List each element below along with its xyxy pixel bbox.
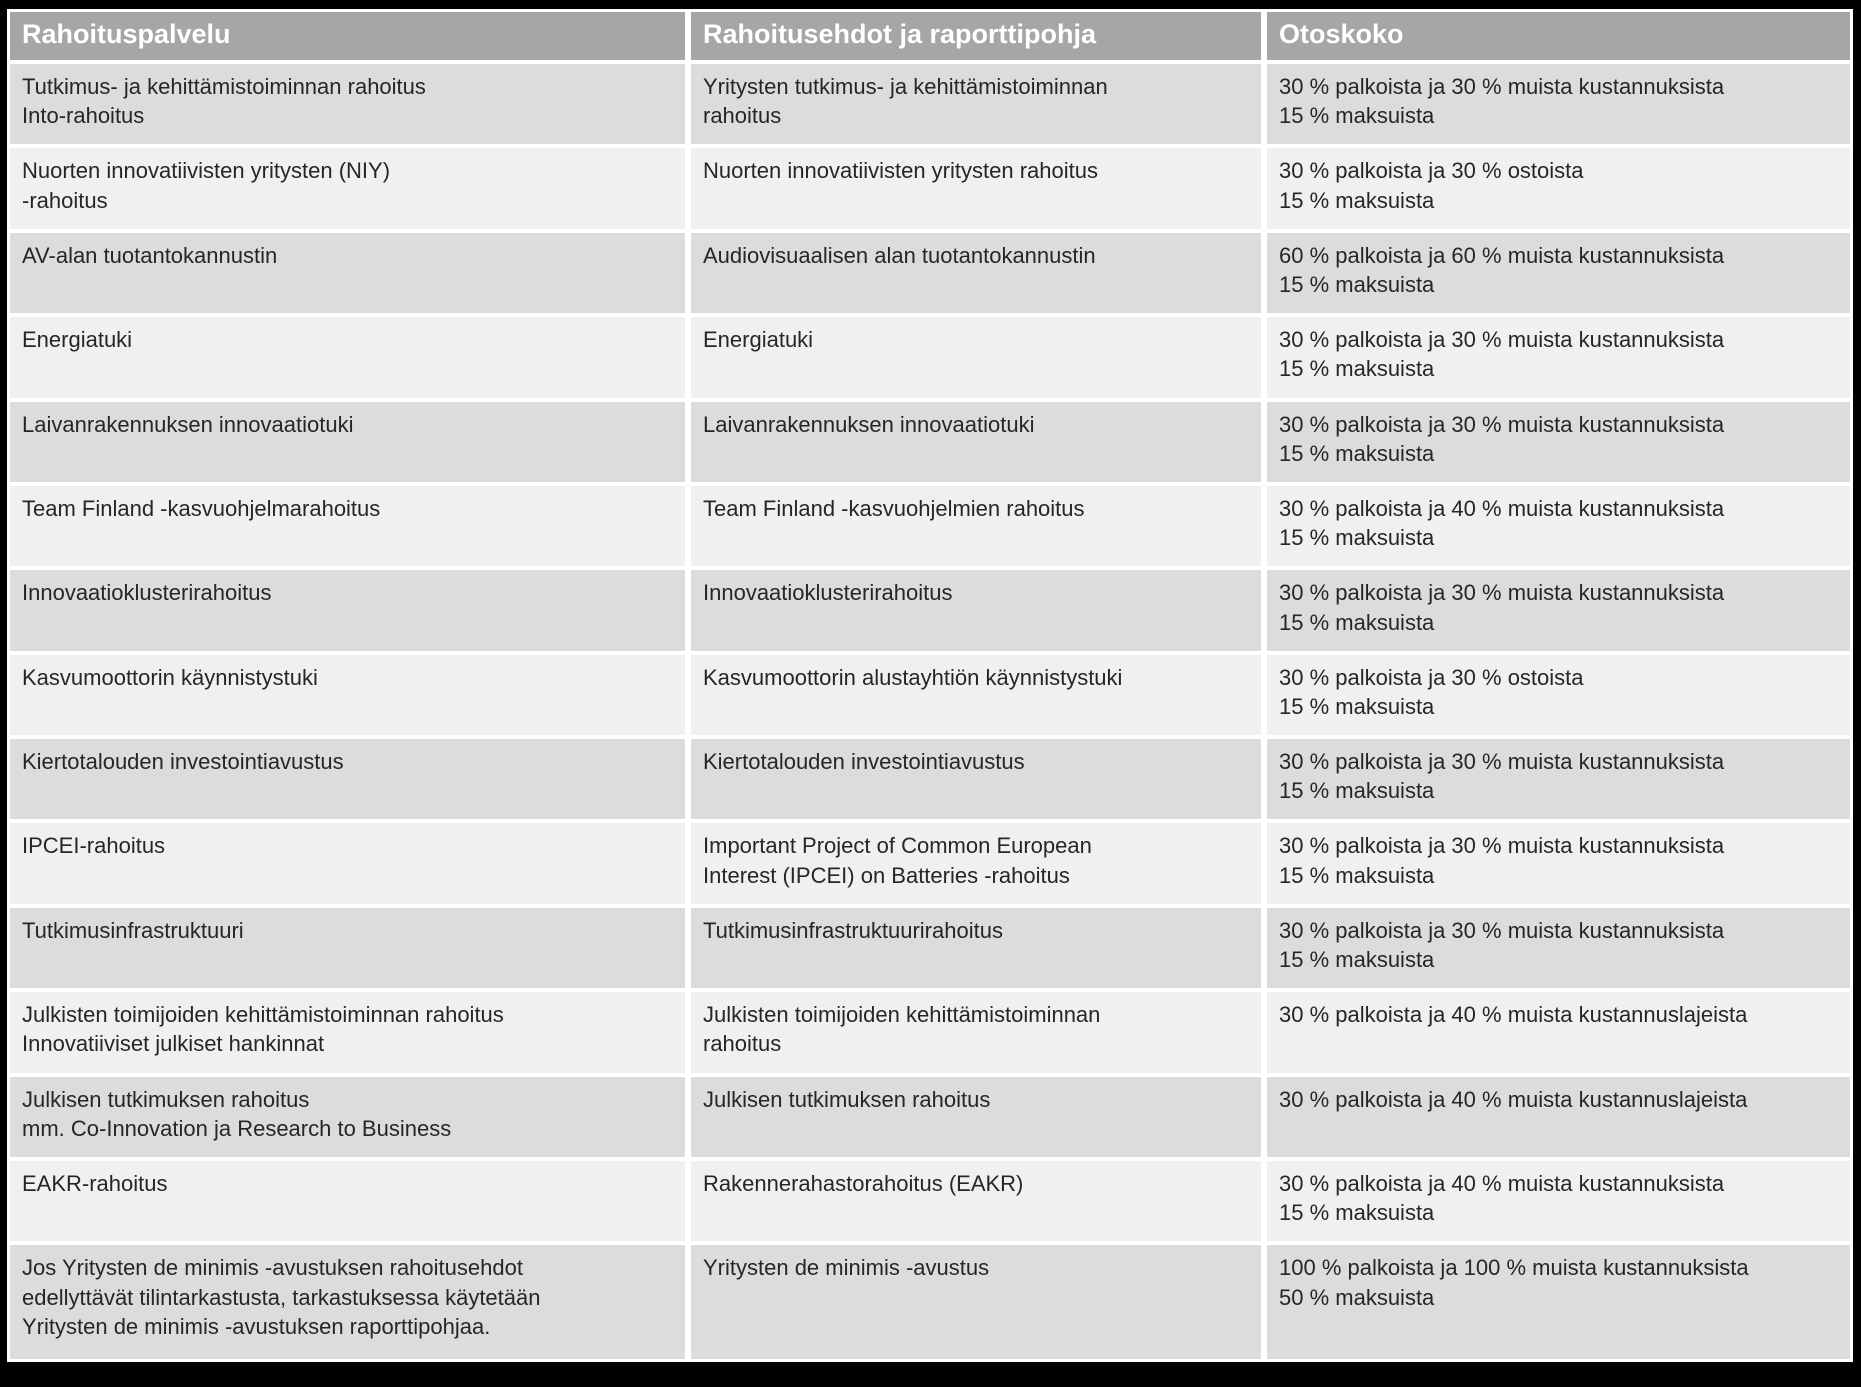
- cell-line: Julkisten toimijoiden kehittämistoiminnan: [703, 1002, 1101, 1028]
- cell-line: IPCEI-rahoitus: [22, 833, 166, 859]
- cell-line: EAKR-rahoitus: [22, 1170, 168, 1196]
- table-row: [10, 908, 1850, 988]
- cell-line: Tutkimusinfrastruktuuri: [22, 917, 244, 943]
- table-row: [10, 317, 1850, 397]
- sample-size-cell: [1267, 823, 1850, 903]
- sample-size-cell: [1267, 317, 1850, 397]
- cell-line: 30 % palkoista ja 30 % muista kustannuksista: [1279, 749, 1725, 774]
- cell-line: Yritysten de minimis -avustus: [703, 1255, 990, 1281]
- cell-line: Innovaatioklusterirahoitus: [703, 580, 953, 606]
- service-cell: [10, 402, 685, 482]
- cell-line: Kiertotalouden investointiavustus: [22, 749, 344, 774]
- terms-cell: [691, 148, 1261, 228]
- cell-line: 30 % palkoista ja 30 % ostoista: [1279, 664, 1584, 690]
- terms-cell: [691, 1161, 1261, 1241]
- service-cell: [10, 486, 685, 566]
- cell-line: 15 % maksuista: [1279, 272, 1435, 297]
- terms-cell: [691, 908, 1261, 988]
- table-row: [10, 486, 1850, 566]
- service-cell: [10, 64, 685, 144]
- table-row: [10, 1245, 1850, 1359]
- terms-cell: [691, 655, 1261, 735]
- table-row: [10, 402, 1850, 482]
- cell-line: Team Finland -kasvuohjelmien rahoitus: [703, 495, 1085, 521]
- cell-line: Laivanrakennuksen innovaatiotuki: [703, 411, 1035, 437]
- cell-line: 30 % palkoista ja 30 % muista kustannuksista: [1279, 327, 1725, 353]
- cell-line: 15 % maksuista: [1279, 440, 1435, 466]
- terms-cell: [691, 402, 1261, 482]
- service-cell: [10, 148, 685, 228]
- cell-line: Julkisen tutkimuksen rahoitus: [22, 1086, 310, 1112]
- cell-line: 30 % palkoista ja 30 % muista kustannuksista: [1279, 411, 1725, 437]
- cell-line: 60 % palkoista ja 60 % muista kustannuksista: [1279, 242, 1725, 268]
- cell-line: 15 % maksuista: [1279, 693, 1435, 719]
- cell-line: 30 % palkoista ja 30 % ostoista: [1279, 158, 1584, 184]
- service-cell: [10, 317, 685, 397]
- cell-line: Yritysten de minimis -avustuksen raporttipohjaa.: [22, 1313, 491, 1339]
- terms-cell: [691, 1077, 1261, 1157]
- cell-line: 15 % maksuista: [1279, 947, 1435, 972]
- sample-size-cell: [1267, 486, 1850, 566]
- header-cell-rahoitusehdot: [691, 12, 1261, 60]
- cell-line: Julkisen tutkimuksen rahoitus: [703, 1086, 991, 1112]
- cell-line: 100 % palkoista ja 100 % muista kustannuksista: [1279, 1255, 1749, 1281]
- cell-line: 30 % palkoista ja 40 % muista kustannuksista: [1279, 495, 1725, 521]
- cell-line: Audiovisuaalisen alan tuotantokannustin: [703, 242, 1096, 268]
- sample-size-cell: [1267, 570, 1850, 650]
- cell-line: 30 % palkoista ja 40 % muista kustannuslajeista: [1279, 1002, 1748, 1028]
- cell-line: Yritysten tutkimus- ja kehittämistoiminnan: [703, 74, 1108, 99]
- service-cell: [10, 908, 685, 988]
- sample-size-cell: [1267, 1161, 1850, 1241]
- cell-line: rahoitus: [703, 103, 782, 129]
- cell-line: Nuorten innovatiivisten yritysten (NIY): [22, 158, 391, 184]
- header-cell-otoskoko: [1267, 12, 1850, 60]
- cell-line: 15 % maksuista: [1279, 103, 1435, 129]
- service-cell: [10, 1077, 685, 1157]
- cell-line: Important Project of Common European: [703, 833, 1092, 859]
- table-row: [10, 739, 1850, 819]
- cell-line: Tutkimus- ja kehittämistoiminnan rahoitus: [22, 74, 426, 99]
- cell-line: 15 % maksuista: [1279, 1200, 1435, 1226]
- cell-line: Innovaatioklusterirahoitus: [22, 580, 272, 606]
- sample-size-cell: [1267, 1245, 1850, 1359]
- column-header-label: Rahoituspalvelu: [22, 19, 231, 50]
- terms-cell: [691, 739, 1261, 819]
- sample-size-cell: [1267, 739, 1850, 819]
- service-cell: [10, 1245, 685, 1359]
- terms-cell: [691, 1245, 1261, 1359]
- header-cell-rahoituspalvelu: [10, 12, 685, 60]
- cell-line: Jos Yritysten de minimis -avustuksen rahoitusehdot: [22, 1255, 523, 1281]
- table-row: [10, 148, 1850, 228]
- service-cell: [10, 1161, 685, 1241]
- cell-line: Kasvumoottorin käynnistystuki: [22, 664, 318, 690]
- cell-line: Kiertotalouden investointiavustus: [703, 749, 1025, 774]
- sample-size-cell: [1267, 992, 1850, 1072]
- terms-cell: [691, 317, 1261, 397]
- column-header-label: Rahoitusehdot ja raporttipohja: [703, 19, 1097, 50]
- cell-line: Innovatiiviset julkiset hankinnat: [22, 1031, 325, 1057]
- cell-line: Team Finland -kasvuohjelmarahoitus: [22, 495, 381, 521]
- cell-line: Energiatuki: [703, 327, 814, 353]
- cell-line: 15 % maksuista: [1279, 862, 1435, 888]
- cell-line: 15 % maksuista: [1279, 609, 1435, 635]
- cell-line: Interest (IPCEI) on Batteries -rahoitus: [703, 862, 1070, 888]
- cell-line: 50 % maksuista: [1279, 1284, 1435, 1310]
- sample-size-cell: [1267, 1077, 1850, 1157]
- column-header-label: Otoskoko: [1279, 19, 1404, 50]
- service-cell: [10, 823, 685, 903]
- cell-line: Into-rahoitus: [22, 103, 145, 129]
- cell-line: Tutkimusinfrastruktuurirahoitus: [703, 917, 1003, 943]
- service-cell: [10, 233, 685, 313]
- cell-line: rahoitus: [703, 1031, 782, 1057]
- cell-line: 15 % maksuista: [1279, 187, 1435, 213]
- financing-services-table: [7, 9, 1853, 1362]
- table-row: [10, 823, 1850, 903]
- sample-size-cell: [1267, 655, 1850, 735]
- cell-line: 30 % palkoista ja 30 % muista kustannuksista: [1279, 74, 1725, 99]
- sample-size-cell: [1267, 148, 1850, 228]
- table-row: [10, 655, 1850, 735]
- table-row: [10, 1077, 1850, 1157]
- table-row: [10, 233, 1850, 313]
- sample-size-cell: [1267, 402, 1850, 482]
- table-row: [10, 570, 1850, 650]
- cell-line: edellyttävät tilintarkastusta, tarkastuksessa käytetään: [22, 1284, 541, 1310]
- cell-line: Rakennerahastorahoitus (EAKR): [703, 1170, 1024, 1196]
- terms-cell: [691, 992, 1261, 1072]
- cell-line: 30 % palkoista ja 30 % muista kustannuksista: [1279, 580, 1725, 606]
- table-row: [10, 64, 1850, 144]
- cell-line: Laivanrakennuksen innovaatiotuki: [22, 411, 354, 437]
- cell-line: Kasvumoottorin alustayhtiön käynnistystuki: [703, 664, 1123, 690]
- table-row: [10, 992, 1850, 1072]
- service-cell: [10, 739, 685, 819]
- terms-cell: [691, 233, 1261, 313]
- cell-line: 15 % maksuista: [1279, 356, 1435, 382]
- cell-line: -rahoitus: [22, 187, 108, 213]
- cell-line: 30 % palkoista ja 40 % muista kustannuksista: [1279, 1170, 1725, 1196]
- sample-size-cell: [1267, 908, 1850, 988]
- service-cell: [10, 570, 685, 650]
- terms-cell: [691, 64, 1261, 144]
- terms-cell: [691, 570, 1261, 650]
- sample-size-cell: [1267, 64, 1850, 144]
- cell-line: mm. Co-Innovation ja Research to Business: [22, 1115, 452, 1141]
- service-cell: [10, 992, 685, 1072]
- cell-line: 15 % maksuista: [1279, 778, 1435, 804]
- cell-line: Nuorten innovatiivisten yritysten rahoitus: [703, 158, 1098, 184]
- terms-cell: [691, 486, 1261, 566]
- table-row: [10, 1161, 1850, 1241]
- cell-line: 30 % palkoista ja 30 % muista kustannuksista: [1279, 833, 1725, 859]
- cell-line: 30 % palkoista ja 30 % muista kustannuksista: [1279, 917, 1725, 943]
- sample-size-cell: [1267, 233, 1850, 313]
- terms-cell: [691, 823, 1261, 903]
- header-row: [10, 12, 1850, 60]
- cell-line: AV-alan tuotantokannustin: [22, 242, 278, 268]
- cell-line: 15 % maksuista: [1279, 525, 1435, 551]
- service-cell: [10, 655, 685, 735]
- cell-line: Energiatuki: [22, 327, 133, 353]
- cell-line: Julkisten toimijoiden kehittämistoiminnan rahoitus: [22, 1002, 504, 1028]
- cell-line: 30 % palkoista ja 40 % muista kustannuslajeista: [1279, 1086, 1748, 1112]
